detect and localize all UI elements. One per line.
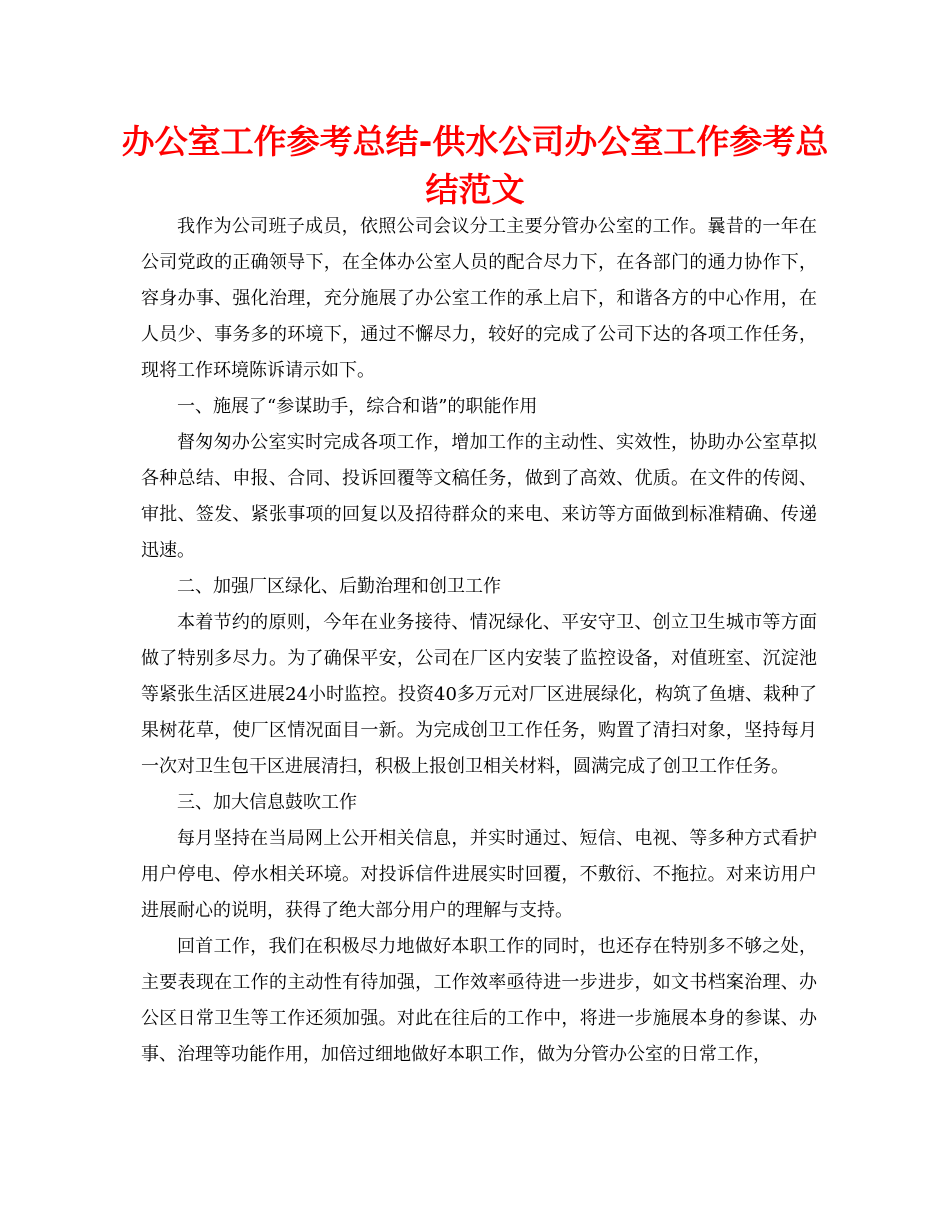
document-title: 办公室工作参考总结-供水公司办公室工作参考总结范文 bbox=[121, 122, 829, 209]
paragraph-section-3: 每月坚持在当局网上公开相关信息，并实时通过、短信、电视、等多种方式看护用户停电、停水相关环境。对投诉信件进展实时回覆，不敷衍、不拖拉。对来访用户进展耐心的说明，获得了绝大部分用户的理解与支持。 bbox=[141, 828, 817, 921]
section-heading-2: 二、加强厂区绿化、后勤治理和创卫工作 bbox=[177, 576, 501, 597]
section-heading-3: 三、加大信息鼓吹工作 bbox=[177, 792, 357, 813]
paragraph-review: 回首工作，我们在积极尽力地做好本职工作的同时，也还存在特别多不够之处，主要表现在工作的主动性有待加强，工作效率亟待进一步进步，如文书档案治理、办公区日常卫生等工作还须加强。对此在往后的工作中，将进一步施展本身的参谋、办事、治理等功能作用，加倍过细地做好本职工作，做为分管办公室的日常工作， bbox=[141, 936, 817, 1065]
paragraph-intro: 我作为公司班子成员，依照公司会议分工主要分管办公室的工作。曩昔的一年在公司党政的正确领导下，在全体办公室人员的配合尽力下，在各部门的通力协作下，容身办事、强化治理，充分施展了办公室工作的承上启下，和谐各方的中心作用，在人员少、事务多的环境下，通过不懈尽力，较好的完成了公司下达的各项工作任务，现将工作环境陈诉请示如下。 bbox=[141, 216, 817, 381]
paragraph-section-2: 本着节约的原则，今年在业务接待、情况绿化、平安守卫、创立卫生城市等方面做了特别多尽力。为了确保平安，公司在厂区内安装了监控设备，对值班室、沉淀池等紧张生活区进展24小时监控。投资40多万元对厂区进展绿化，构筑了鱼塘、栽种了果树花草，使厂区情况面目一新。为完成创卫工作任务，购置了清扫对象，坚持每月一次对卫生包干区进展清扫，积极上报创卫相关材料，圆满完成了创卫工作任务。 bbox=[141, 612, 817, 777]
document-body bbox=[141, 209, 817, 1073]
section-heading-1: 一、施展了“参谋助手，综合和谐”的职能作用 bbox=[177, 396, 538, 417]
paragraph-section-1: 督匆匆办公室实时完成各项工作，增加工作的主动性、实效性，协助办公室草拟各种总结、申报、合同、投诉回覆等文稿任务，做到了高效、优质。在文件的传阅、审批、签发、紧张事项的回复以及招待群众的来电、来访等方面做到标准精确、传递迅速。 bbox=[141, 432, 817, 561]
